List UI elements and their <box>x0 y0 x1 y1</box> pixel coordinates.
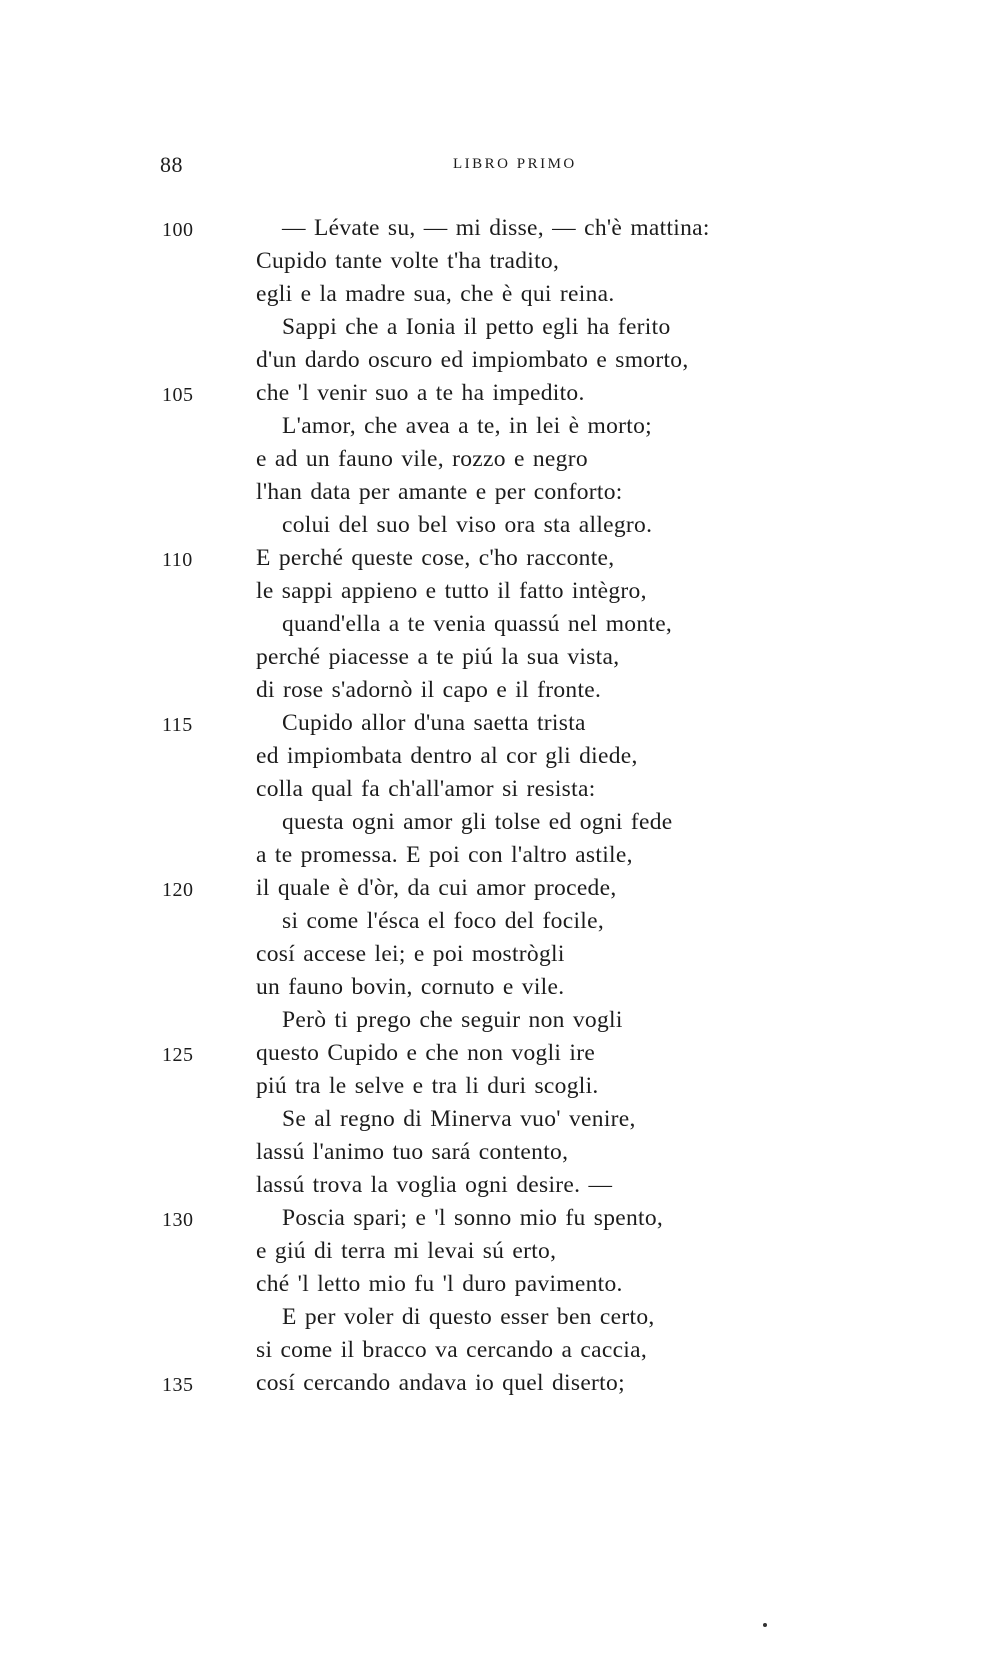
verse-line <box>0 476 1005 509</box>
verse-line <box>0 1301 1005 1334</box>
verse-text: d'un dardo oscuro ed impiombato e smorto, <box>256 347 689 373</box>
verse-line <box>0 1136 1005 1169</box>
verse-text: l'han data per amante e per conforto: <box>256 479 623 505</box>
verse-line <box>0 212 1005 245</box>
verse-text: un fauno bovin, cornuto e vile. <box>256 974 565 1000</box>
verse-text: cosí accese lei; e poi mostrògli <box>256 941 565 967</box>
line-number: 115 <box>162 714 193 736</box>
verse-line <box>0 839 1005 872</box>
verse-line <box>0 674 1005 707</box>
verse-line <box>0 1268 1005 1301</box>
verse-line <box>0 278 1005 311</box>
verse-text: si come il bracco va cercando a caccia, <box>256 1337 648 1363</box>
verse-line <box>0 806 1005 839</box>
verse-text: Sappi che a Ionia il petto egli ha ferito <box>282 314 671 340</box>
verse-text: a te promessa. E poi con l'altro astile, <box>256 842 633 868</box>
verse-text: egli e la madre sua, che è qui reina. <box>256 281 615 307</box>
verse-line <box>0 1037 1005 1070</box>
verse-line <box>0 1103 1005 1136</box>
line-number: 135 <box>162 1374 194 1396</box>
verse-text: ed impiombata dentro al cor gli diede, <box>256 743 638 769</box>
verse-line <box>0 707 1005 740</box>
verse-text: Poscia spari; e 'l sonno mio fu spento, <box>282 1205 664 1231</box>
verse-text: le sappi appieno e tutto il fatto intègro, <box>256 578 647 604</box>
verse-text: si come l'ésca el foco del focile, <box>282 908 605 934</box>
verse-line <box>0 740 1005 773</box>
verse-line <box>0 608 1005 641</box>
verse-line <box>0 245 1005 278</box>
verse-text: Cupido tante volte t'ha tradito, <box>256 248 560 274</box>
verse-line <box>0 773 1005 806</box>
verse-text: Cupido allor d'una saetta trista <box>282 710 586 736</box>
verse-line <box>0 938 1005 971</box>
verse-line <box>0 377 1005 410</box>
verse-line <box>0 905 1005 938</box>
verse-line <box>0 410 1005 443</box>
verse-text: E perché queste cose, c'ho racconte, <box>256 545 615 571</box>
line-number: 100 <box>162 219 194 241</box>
verse-line <box>0 509 1005 542</box>
poem-body <box>0 212 1005 1400</box>
verse-line <box>0 641 1005 674</box>
verse-text: ché 'l letto mio fu 'l duro pavimento. <box>256 1271 623 1297</box>
verse-text: colui del suo bel viso ora sta allegro. <box>282 512 653 538</box>
verse-line <box>0 872 1005 905</box>
verse-line <box>0 1367 1005 1400</box>
verse-text: perché piacesse a te piú la sua vista, <box>256 644 620 670</box>
verse-line <box>0 1334 1005 1367</box>
verse-line <box>0 1004 1005 1037</box>
verse-text: cosí cercando andava io quel diserto; <box>256 1370 625 1396</box>
verse-text: di rose s'adornò il capo e il fronte. <box>256 677 602 703</box>
verse-text: piú tra le selve e tra li duri scogli. <box>256 1073 599 1099</box>
verse-text: Se al regno di Minerva vuo' venire, <box>282 1106 636 1132</box>
verse-text: questa ogni amor gli tolse ed ogni fede <box>282 809 673 835</box>
verse-text: quand'ella a te venia quassú nel monte, <box>282 611 673 637</box>
verse-text: lassú l'animo tuo sará contento, <box>256 1139 569 1165</box>
verse-line <box>0 1169 1005 1202</box>
line-number: 110 <box>162 549 193 571</box>
line-number: 125 <box>162 1044 194 1066</box>
verse-line <box>0 575 1005 608</box>
verse-text: colla qual fa ch'all'amor si resista: <box>256 776 596 802</box>
verse-line <box>0 971 1005 1004</box>
verse-text: il quale è d'òr, da cui amor procede, <box>256 875 617 901</box>
verse-text: e ad un fauno vile, rozzo e negro <box>256 446 588 472</box>
verse-line <box>0 311 1005 344</box>
verse-line <box>0 1235 1005 1268</box>
verse-text: lassú trova la voglia ogni desire. — <box>256 1172 613 1198</box>
line-number: 120 <box>162 879 194 901</box>
verse-text: che 'l venir suo a te ha impedito. <box>256 380 585 406</box>
verse-text: E per voler di questo esser ben certo, <box>282 1304 655 1330</box>
verse-text: L'amor, che avea a te, in lei è morto; <box>282 413 652 439</box>
verse-text: questo Cupido e che non vogli ire <box>256 1040 596 1066</box>
verse-text: Però ti prego che seguir non vogli <box>282 1007 623 1033</box>
print-speck <box>763 1623 767 1627</box>
verse-text: — Lévate su, — mi disse, — ch'è mattina: <box>282 215 710 241</box>
line-number: 105 <box>162 384 194 406</box>
line-number: 130 <box>162 1209 194 1231</box>
verse-line <box>0 443 1005 476</box>
verse-line <box>0 1070 1005 1103</box>
page-number: 88 <box>160 152 183 177</box>
running-head: LIBRO PRIMO <box>453 156 577 172</box>
verse-text: e giú di terra mi levai sú erto, <box>256 1238 557 1264</box>
page-header <box>0 152 1005 182</box>
verse-line <box>0 1202 1005 1235</box>
verse-line <box>0 542 1005 575</box>
verse-line <box>0 344 1005 377</box>
